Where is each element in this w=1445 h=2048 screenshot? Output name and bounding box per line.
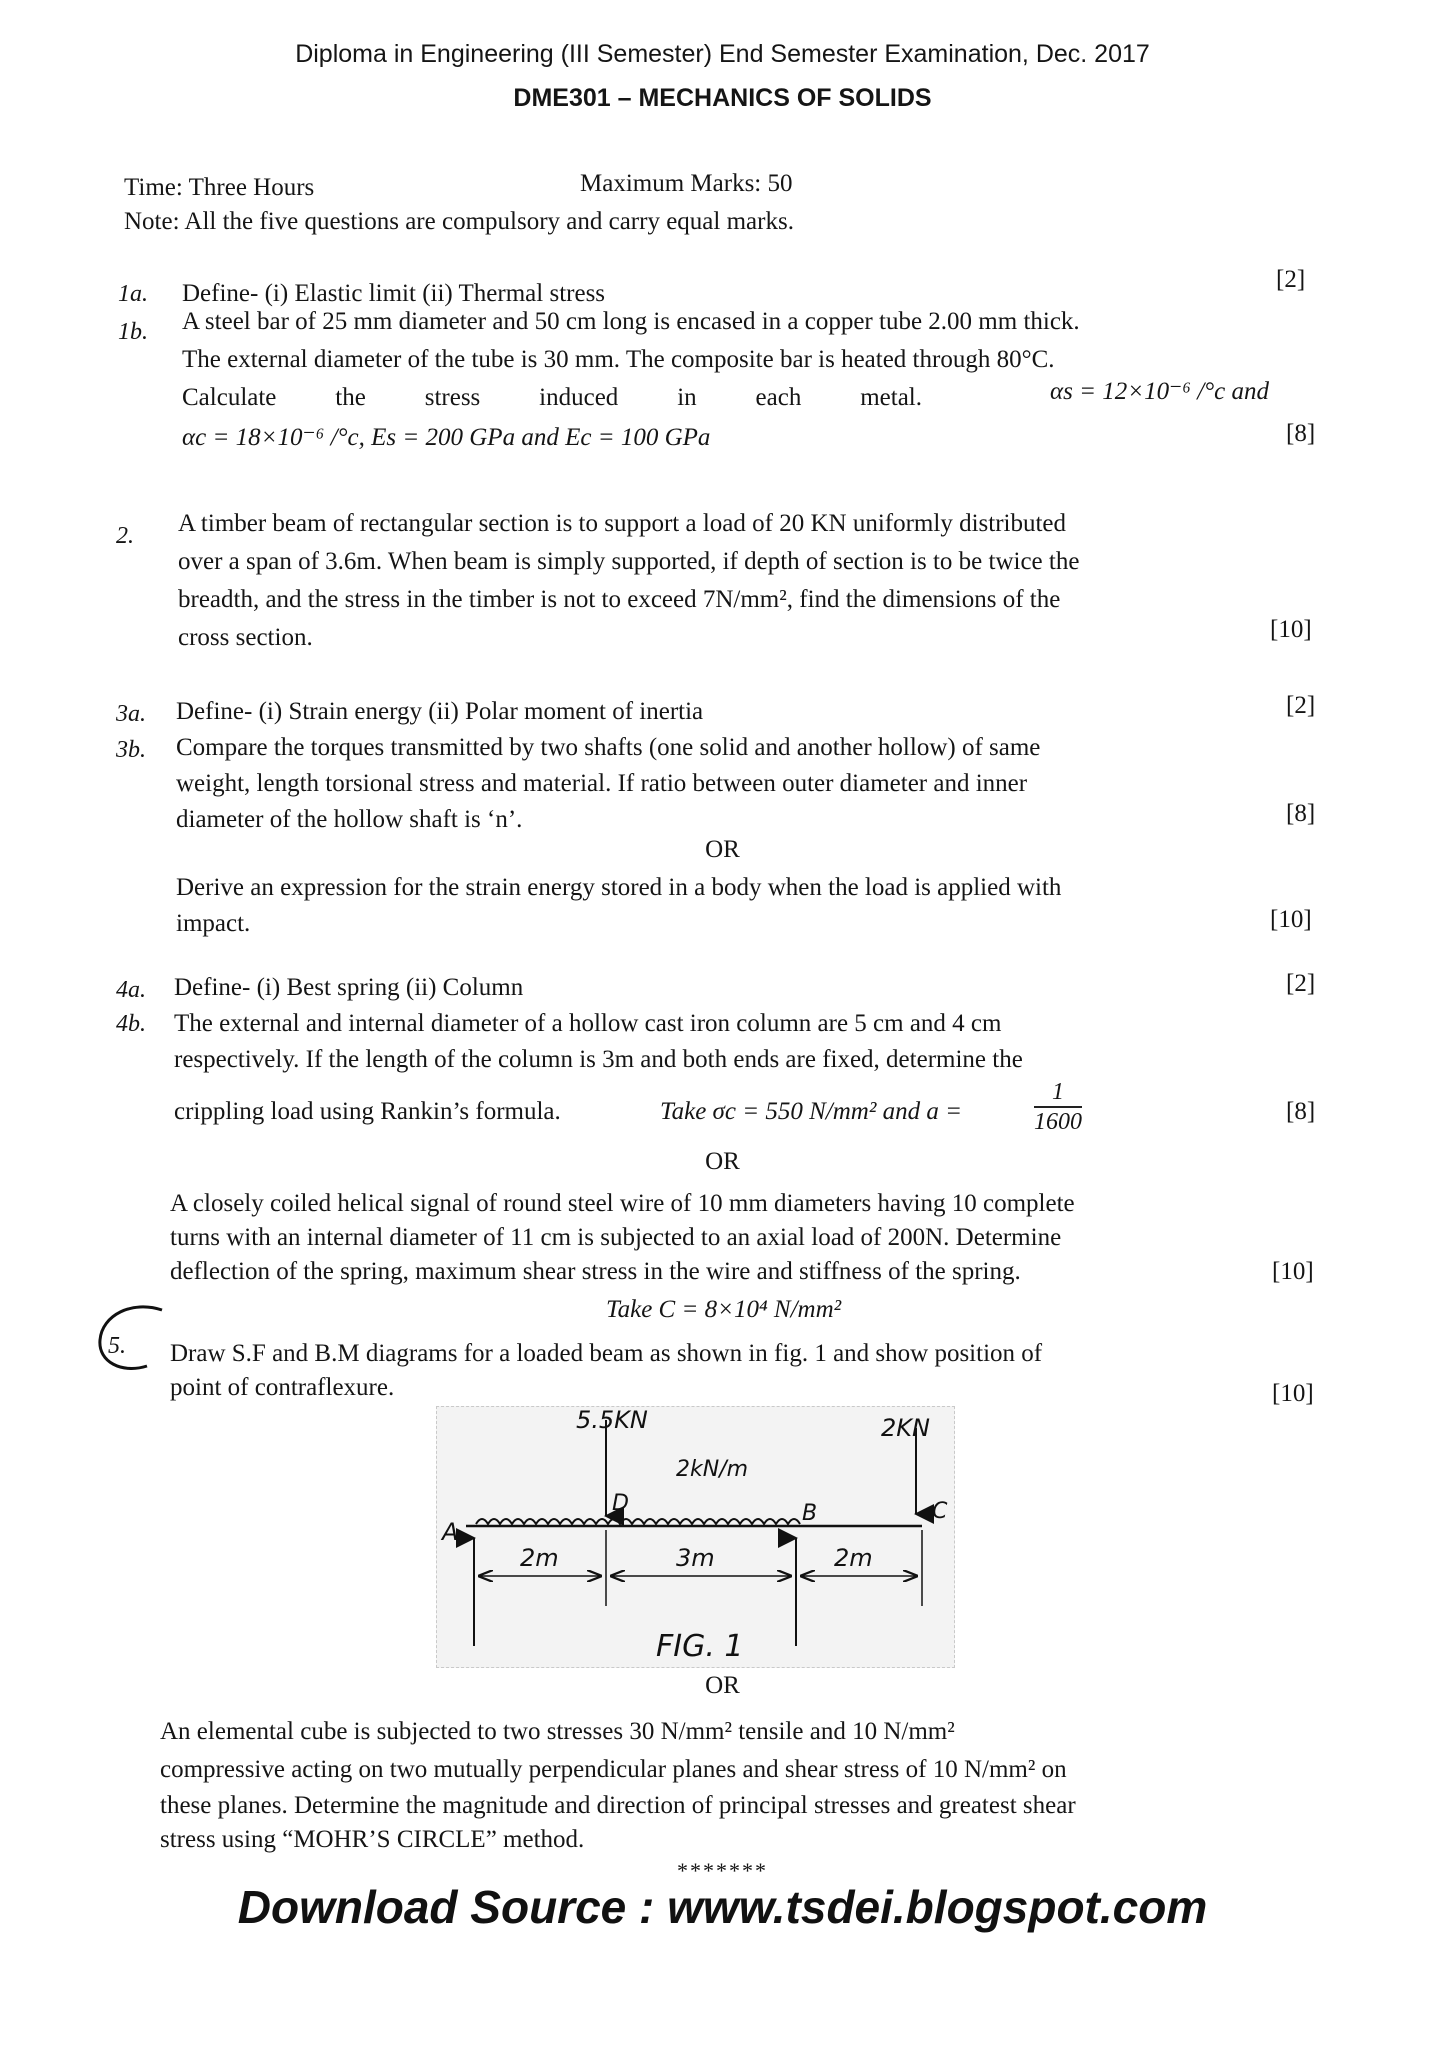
q1b-line1: A steel bar of 25 mm diameter and 50 cm long is encased in a copper tube 2.00 mm thick. [182, 308, 1080, 335]
q2-marks: [10] [1270, 616, 1312, 643]
note-text: Note: All the five questions are compulsory and carry equal marks. [124, 208, 794, 235]
label-dim-db: 3m [676, 1544, 715, 1572]
q4b-line1: The external and internal diameter of a hollow cast iron column are 5 cm and 4 cm [174, 1010, 1002, 1037]
label-dim-bc: 2m [834, 1544, 873, 1572]
q5-line1: Draw S.F and B.M diagrams for a loaded beam as shown in fig. 1 and show position of [170, 1340, 1043, 1367]
q4a-number: 4a. [116, 977, 146, 1003]
q4a-text: Define- (i) Best spring (ii) Column [174, 974, 524, 1001]
subject-title: DME301 – MECHANICS OF SOLIDS [513, 84, 932, 112]
q3a-text: Define- (i) Strain energy (ii) Polar moment of inertia [176, 698, 704, 725]
label-load-c: 2KN [881, 1414, 930, 1442]
q2-number: 2. [116, 523, 134, 549]
label-point-b: B [802, 1501, 818, 1526]
end-marker: ******* [677, 1858, 768, 1883]
q2-line4: cross section. [178, 624, 313, 651]
q2-line2: over a span of 3.6m. When beam is simply supported, if depth of section is to be twice the [178, 548, 1080, 575]
max-marks-label: Maximum Marks: 50 [580, 170, 793, 197]
or-separator-q3: OR [705, 836, 740, 863]
q3-alt-marks: [10] [1270, 906, 1312, 933]
beam-figure [436, 1406, 953, 1666]
or-separator-q5: OR [705, 1672, 740, 1699]
q4-alt-line1: A closely coiled helical signal of round steel wire of 10 mm diameters having 10 complete [170, 1190, 1075, 1217]
q3b-number: 3b. [116, 737, 146, 763]
q1a-text: Define- (i) Elastic limit (ii) Thermal stress [182, 280, 606, 307]
q4-alt-take-note: Take C = 8×10⁴ N/mm² [606, 1296, 842, 1323]
udl-load [476, 1519, 800, 1524]
label-udl: 2kN/m [676, 1457, 749, 1482]
q3a-number: 3a. [116, 701, 146, 727]
q5-number: 5. [108, 1333, 126, 1359]
q1b-line4-math: αc = 18×10⁻⁶ /°c, Es = 200 GPa and Ec = 100 GPa [182, 424, 711, 451]
label-point-c: C [932, 1499, 948, 1524]
q3b-line1: Compare the torques transmitted by two shafts (one solid and another hollow) of same [176, 734, 1041, 761]
circled-question-mark [92, 1300, 178, 1380]
q4-alt-line2: turns with an internal diameter of 11 cm is subjected to an axial load of 200N. Determine [170, 1224, 1062, 1251]
q4b-line3-math: Take σc = 550 N/mm² and a = [660, 1098, 962, 1125]
q4b-number: 4b. [116, 1011, 146, 1037]
q3a-marks: [2] [1286, 692, 1316, 719]
label-point-d: D [612, 1491, 629, 1516]
q2-line3: breadth, and the stress in the timber is not to exceed 7N/mm², find the dimensions of the [178, 586, 1061, 613]
q5-alt-line4: stress using “MOHR’S CIRCLE” method. [160, 1826, 585, 1853]
q2-line1: A timber beam of rectangular section is to support a load of 20 KN uniformly distributed [178, 510, 1067, 537]
fraction-numerator: 1 [1034, 1078, 1082, 1108]
q5-line2: point of contraflexure. [170, 1374, 395, 1401]
q3b-marks: [8] [1286, 800, 1316, 827]
q1b-line2: The external diameter of the tube is 30 mm. The composite bar is heated through 80°C. [182, 346, 1055, 373]
rankine-constant-fraction [1034, 1078, 1082, 1136]
q5-alt-line2: compressive acting on two mutually perpendicular planes and shear stress of 10 N/mm² on [160, 1756, 1067, 1783]
download-source-footer[interactable]: Download Source : www.tsdei.blogspot.com [237, 1881, 1208, 1933]
label-load-d: 5.5KN [576, 1406, 648, 1434]
fraction-denominator: 1600 [1034, 1109, 1082, 1135]
q1b-marks: [8] [1286, 420, 1316, 447]
q4-alt-marks: [10] [1272, 1258, 1314, 1285]
q1b-line3: Calculate the stress induced in each metal. [182, 384, 922, 411]
q4b-line3: crippling load using Rankin’s formula. [174, 1098, 561, 1125]
q4b-line2: respectively. If the length of the column is 3m and both ends are fixed, determine the [174, 1046, 1023, 1073]
q1b-number: 1b. [118, 319, 148, 345]
q3-alt-line1: Derive an expression for the strain energy stored in a body when the load is applied with [176, 874, 1062, 901]
q4a-marks: [2] [1286, 970, 1316, 997]
q1a-number: 1a. [118, 281, 148, 307]
figure-caption: FIG. 1 [656, 1629, 744, 1664]
label-dim-ad: 2m [520, 1544, 559, 1572]
q1b-line3-math: αs = 12×10⁻⁶ /°c and [1050, 378, 1270, 405]
q1a-marks: [2] [1276, 266, 1306, 293]
exam-title: Diploma in Engineering (III Semester) End Semester Examination, Dec. 2017 [295, 40, 1150, 68]
or-separator-q4: OR [705, 1148, 740, 1175]
q4-alt-line3: deflection of the spring, maximum shear stress in the wire and stiffness of the spring. [170, 1258, 1021, 1285]
q3b-line3: diameter of the hollow shaft is ‘n’. [176, 806, 523, 833]
q5-alt-line1: An elemental cube is subjected to two stresses 30 N/mm² tensile and 10 N/mm² [160, 1718, 955, 1745]
q5-alt-line3: these planes. Determine the magnitude and direction of principal stresses and greatest shear [160, 1792, 1076, 1819]
label-point-a: A [442, 1518, 459, 1546]
q3b-line2: weight, length torsional stress and material. If ratio between outer diameter and inner [176, 770, 1028, 797]
q3-alt-line2: impact. [176, 910, 251, 937]
q5-marks: [10] [1272, 1380, 1314, 1407]
q4b-marks: [8] [1286, 1098, 1316, 1125]
time-label: Time: Three Hours [124, 174, 315, 201]
